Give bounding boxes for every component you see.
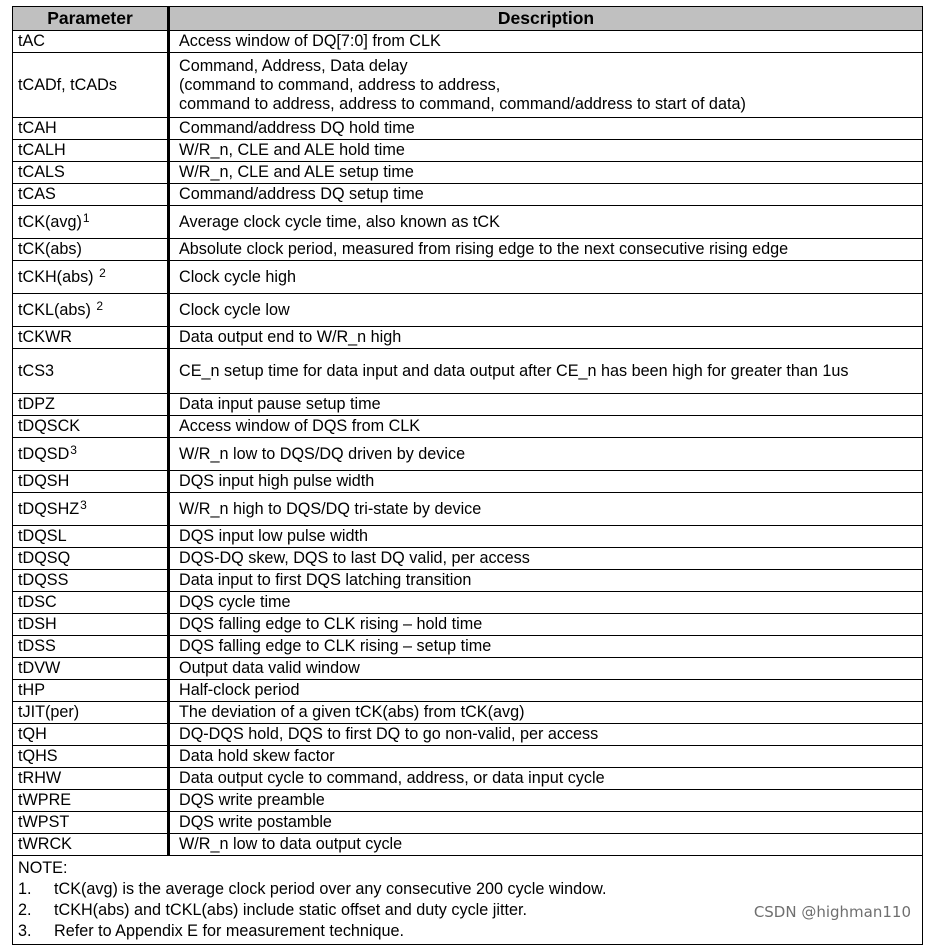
table-row — [13, 53, 923, 118]
description-cell: DQS falling edge to CLK rising – hold time — [169, 614, 923, 636]
description-cell: W/R_n, CLE and ALE setup time — [169, 162, 923, 184]
parameter-name: tCALS — [18, 163, 65, 181]
parameter-name: tJIT(per) — [18, 703, 80, 721]
parameter-name: tDVW — [18, 659, 61, 677]
table-row — [13, 471, 923, 493]
description-cell: Half-clock period — [169, 680, 923, 702]
parameter-name: tDQSH — [18, 472, 70, 490]
parameter-name: tDQSS — [18, 571, 69, 589]
table-row — [13, 614, 923, 636]
table-row — [13, 493, 923, 526]
table-row — [13, 31, 923, 53]
description-cell: W/R_n high to DQS/DQ tri-state by device — [169, 493, 923, 526]
table-row — [13, 239, 923, 261]
description-cell: Command/address DQ hold time — [169, 118, 923, 140]
parameter-cell — [13, 162, 169, 184]
parameter-name: tWPST — [18, 813, 70, 831]
table-row — [13, 526, 923, 548]
table-row — [13, 438, 923, 471]
parameter-cell — [13, 570, 169, 592]
description-cell: DQS cycle time — [169, 592, 923, 614]
parameter-cell — [13, 239, 169, 261]
notes-section — [13, 856, 923, 945]
description-cell: Access window of DQ[7:0] from CLK — [169, 31, 923, 53]
table-row — [13, 206, 923, 239]
parameter-name: tCKH(abs) — [18, 267, 99, 286]
description-cell: Access window of DQS from CLK — [169, 416, 923, 438]
description-line: (command to command, address to address, — [179, 75, 501, 94]
parameter-cell — [13, 327, 169, 349]
table-row — [13, 570, 923, 592]
description-cell: Command/address DQ setup time — [169, 184, 923, 206]
description-cell: Output data valid window — [169, 658, 923, 680]
parameter-cell — [13, 746, 169, 768]
parameter-cell — [13, 31, 169, 53]
table-row — [13, 790, 923, 812]
description-cell: DQS-DQ skew, DQS to last DQ valid, per access — [169, 548, 923, 570]
parameter-name: tCK(abs) — [18, 240, 82, 258]
parameter-name: tWPRE — [18, 791, 72, 809]
parameter-name: tWRCK — [18, 835, 72, 853]
description-line: command to address, address to command, command/address to start of data) — [179, 94, 746, 113]
parameter-cell — [13, 812, 169, 834]
parameter-cell — [13, 394, 169, 416]
parameter-cell — [13, 438, 169, 471]
description-cell: DQS falling edge to CLK rising – setup time — [169, 636, 923, 658]
table-row — [13, 702, 923, 724]
table-row — [13, 812, 923, 834]
description-cell: DQS write postamble — [169, 812, 923, 834]
parameter-cell — [13, 680, 169, 702]
parameter-name: tCALH — [18, 141, 66, 159]
parameter-table-container — [12, 6, 922, 945]
parameter-name: tCS3 — [18, 361, 54, 380]
parameter-cell — [13, 261, 169, 294]
parameter-name: tDQSQ — [18, 549, 71, 567]
table-row — [13, 327, 923, 349]
parameter-cell — [13, 702, 169, 724]
parameter-name: tDSS — [18, 637, 56, 655]
note-text: tCKH(abs) and tCKL(abs) include static offset and duty cycle jitter. — [54, 901, 527, 919]
table-row — [13, 394, 923, 416]
description-cell: Data hold skew factor — [169, 746, 923, 768]
table-row — [13, 162, 923, 184]
description-cell: DQS input low pulse width — [169, 526, 923, 548]
description-cell: The deviation of a given tCK(abs) from tCK(avg) — [169, 702, 923, 724]
parameter-cell — [13, 614, 169, 636]
table-row — [13, 592, 923, 614]
note-text: tCK(avg) is the average clock period over any consecutive 200 cycle window. — [54, 880, 607, 898]
parameter-cell — [13, 349, 169, 394]
description-cell: W/R_n low to DQS/DQ driven by device — [169, 438, 923, 471]
table-row — [13, 349, 923, 394]
description-cell: Data output end to W/R_n high — [169, 327, 923, 349]
description-cell: Clock cycle low — [169, 294, 923, 327]
table-row — [13, 118, 923, 140]
table-row — [13, 261, 923, 294]
table-row — [13, 548, 923, 570]
parameter-cell — [13, 768, 169, 790]
table-row — [13, 658, 923, 680]
footnote-marker: 2 — [96, 298, 104, 313]
note-item — [18, 921, 917, 942]
description-cell: Average clock cycle time, also known as tCK — [169, 206, 923, 239]
parameter-name: tDQSHZ — [18, 499, 80, 518]
note-text: Refer to Appendix E for measurement technique. — [54, 922, 405, 940]
parameter-cell — [13, 636, 169, 658]
parameter-name: tDQSCK — [18, 417, 81, 435]
description-cell: Data input pause setup time — [169, 394, 923, 416]
note-number: 1. — [18, 880, 32, 898]
header-parameter: Parameter — [13, 7, 169, 31]
parameter-name: tDSH — [18, 615, 57, 633]
table-row — [13, 636, 923, 658]
parameter-cell — [13, 790, 169, 812]
parameter-cell — [13, 493, 169, 526]
table-row — [13, 184, 923, 206]
note-number: 3. — [18, 922, 32, 940]
description-cell: DQ-DQS hold, DQS to first DQ to go non-valid, per access — [169, 724, 923, 746]
parameter-cell — [13, 294, 169, 327]
table-row — [13, 834, 923, 856]
parameter-name: tDSC — [18, 593, 57, 611]
parameter-name: tCK(avg) — [18, 212, 82, 231]
timing-parameter-table — [12, 6, 923, 945]
description-cell: W/R_n low to data output cycle — [169, 834, 923, 856]
parameter-name: tCKL(abs) — [18, 300, 96, 319]
parameter-name: tDQSD — [18, 444, 70, 463]
table-row — [13, 294, 923, 327]
note-number: 2. — [18, 901, 32, 919]
footnote-marker: 3 — [80, 497, 87, 512]
footnote-marker: 1 — [82, 210, 90, 225]
description-cell: Data output cycle to command, address, or data input cycle — [169, 768, 923, 790]
parameter-cell — [13, 548, 169, 570]
parameter-cell — [13, 184, 169, 206]
parameter-name: tRHW — [18, 769, 62, 787]
footnote-marker: 3 — [70, 442, 77, 457]
description-cell: Data input to first DQS latching transition — [169, 570, 923, 592]
parameter-name: tQH — [18, 725, 47, 743]
description-line: Command, Address, Data delay — [179, 56, 408, 75]
description-cell: CE_n setup time for data input and data output after CE_n has been high for greater than 1us — [169, 349, 923, 394]
parameter-cell — [13, 140, 169, 162]
description-cell: Absolute clock period, measured from rising edge to the next consecutive rising edge — [169, 239, 923, 261]
header-description: Description — [169, 7, 923, 31]
table-row — [13, 724, 923, 746]
parameter-cell — [13, 416, 169, 438]
parameter-name: tCAS — [18, 185, 56, 203]
parameter-name: tDQSL — [18, 527, 67, 545]
parameter-name: tAC — [18, 32, 45, 50]
description-cell: DQS write preamble — [169, 790, 923, 812]
description-cell — [169, 53, 923, 118]
table-row — [13, 768, 923, 790]
parameter-cell — [13, 724, 169, 746]
table-header-row — [13, 7, 923, 31]
parameter-cell — [13, 118, 169, 140]
parameter-cell — [13, 206, 169, 239]
table-row — [13, 140, 923, 162]
description-cell: W/R_n, CLE and ALE hold time — [169, 140, 923, 162]
table-row — [13, 680, 923, 702]
parameter-name: tQHS — [18, 747, 58, 765]
table-row — [13, 746, 923, 768]
parameter-cell — [13, 592, 169, 614]
parameter-cell — [13, 471, 169, 493]
parameter-cell — [13, 658, 169, 680]
watermark: CSDN @highman110 — [753, 903, 911, 921]
footnote-marker: 2 — [99, 265, 106, 280]
table-body — [13, 31, 923, 856]
parameter-name: tDPZ — [18, 395, 55, 413]
parameter-cell — [13, 53, 169, 118]
parameter-cell — [13, 834, 169, 856]
notes-cell — [13, 856, 923, 945]
parameter-name: tCKWR — [18, 328, 72, 346]
parameter-cell — [13, 526, 169, 548]
table-row — [13, 416, 923, 438]
notes-heading: NOTE: — [18, 859, 68, 877]
parameter-name: tCAH — [18, 119, 57, 137]
description-cell: DQS input high pulse width — [169, 471, 923, 493]
description-cell: Clock cycle high — [169, 261, 923, 294]
parameter-name: tHP — [18, 681, 45, 699]
note-item — [18, 879, 917, 900]
parameter-name: tCADf, tCADs — [18, 75, 117, 94]
